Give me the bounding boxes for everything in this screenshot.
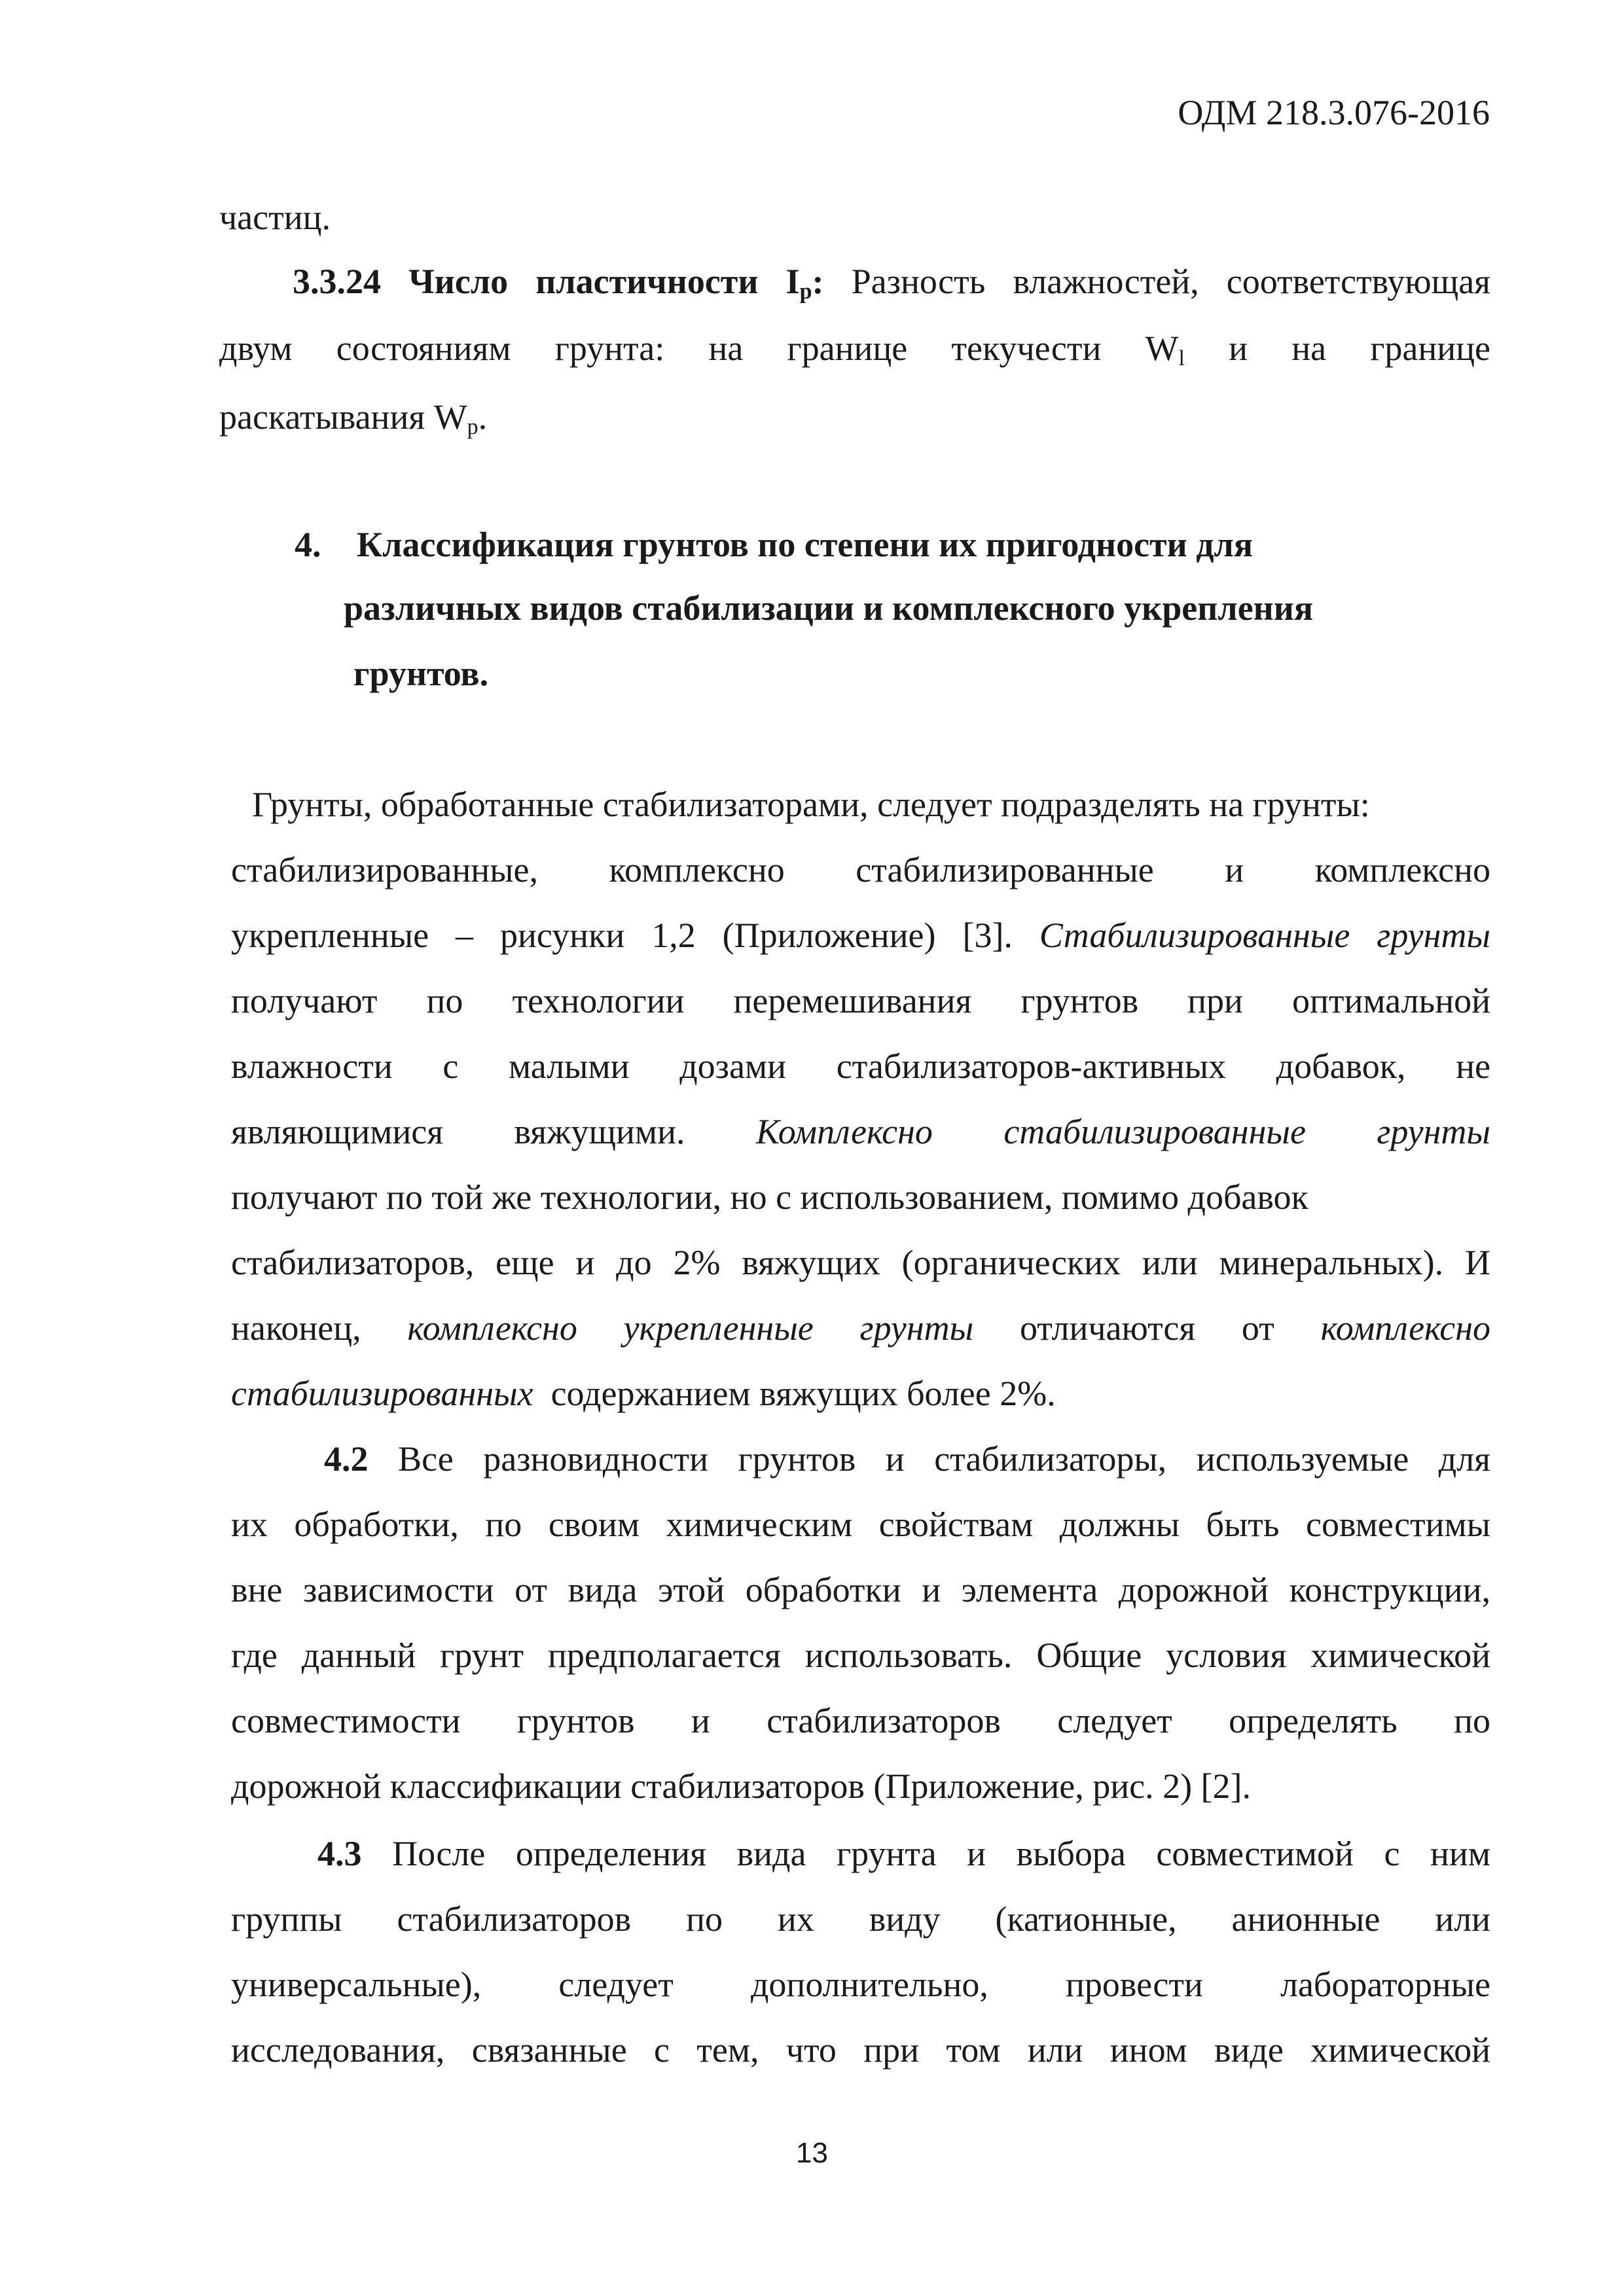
section-4-title-line1: Классификация грунтов по степени их пригодности для (357, 525, 1254, 564)
word: на (708, 329, 744, 368)
definition-line1-text: Разность влажностей, соответствующая (851, 262, 1491, 301)
line1-text: Все разновидности грунтов и стабилизаторы, используемые для (398, 1439, 1491, 1479)
line10-italic: стабилизированных (231, 1374, 533, 1413)
line9-italic-a: комплексно укрепленные грунты (407, 1308, 974, 1348)
word: двум (219, 329, 293, 368)
word: текучести (951, 329, 1102, 368)
para-4-3-line4: исследования, связанные с тем, что при том или ином виде химической (231, 2030, 1490, 2070)
continuation-text: частиц. (219, 198, 331, 237)
para-4-3-line1 (317, 1833, 1490, 1875)
word: состояниям (336, 329, 511, 368)
para-4-1-line2: стабилизированные, комплексно стабилизированные и комплексно (231, 850, 1490, 889)
page-number: 13 (796, 2137, 828, 2169)
para-4-2-line2: их обработки, по своим химическим свойствам должны быть совместимы (231, 1505, 1490, 1544)
line3-plain: укрепленные – рисунки 1,2 (Приложение) [3]. (231, 916, 1013, 955)
definition-3-3-24-line2 (219, 327, 1490, 372)
word: грунта: (554, 329, 665, 368)
para-4-3-line2: группы стабилизаторов по их виду (катионные, анионные или (231, 1899, 1490, 1939)
para-4-2-line4: где данный грунт предполагается использовать. Общие условия химической (231, 1636, 1490, 1675)
para-4-1-line3 (231, 914, 1490, 957)
para-4-1-line6 (231, 1111, 1490, 1153)
para-4-1-line4: получают по технологии перемешивания грунтов при оптимальной (231, 981, 1490, 1020)
definition-3-3-24-line3 (219, 396, 487, 441)
para-4-1-line10 (231, 1372, 1056, 1415)
word: границе (1370, 329, 1490, 368)
line3-end: . (478, 397, 488, 437)
word: и (1229, 329, 1248, 368)
word: границе (787, 329, 908, 368)
para-4-1-line5: влажности с малыми дозами стабилизаторов-активных добавок, не (231, 1047, 1490, 1086)
w-l-symbol (1146, 327, 1185, 372)
line9-plain-b: отличаются от (1019, 1308, 1274, 1348)
clause-number-4-3: 4.3 (317, 1834, 362, 1873)
para-4-1-line8: стабилизаторов, еще и до 2% вяжущих (органических или минеральных). И (231, 1243, 1490, 1282)
w-p-subscript: p (467, 415, 478, 439)
definition-3-3-24-line1 (293, 260, 1490, 306)
para-4-1-line7: получают по той же технологии, но с использованием, помимо добавок (231, 1177, 1308, 1217)
line9-italic-b: комплексно (1320, 1308, 1491, 1348)
word: на (1291, 329, 1327, 368)
para-4-2-line6: дорожной классификации стабилизаторов (Приложение, рис. 2) [2]. (231, 1767, 1252, 1806)
section-4-title-line2: различных видов стабилизации и комплексного укрепления (344, 588, 1314, 628)
line3-italic: Стабилизированные грунты (1039, 916, 1490, 955)
clause-number-4-2: 4.2 (324, 1439, 369, 1479)
term-title: Число пластичности I (408, 262, 800, 301)
term-colon: : (812, 262, 824, 301)
para-4-1-line1: Грунты, обработанные стабилизаторами, следует подразделять на грунты: (252, 785, 1370, 824)
para-4-2-line5: совместимости грунтов и стабилизаторов следует определять по (231, 1701, 1490, 1740)
para-4-1-line9 (231, 1307, 1490, 1350)
w-letter: W (1145, 329, 1179, 368)
para-4-3-line3: универсальные), следует дополнительно, провести лабораторные (231, 1965, 1490, 2004)
line3-text: раскатывания W (219, 397, 467, 437)
section-4-number: 4. (295, 525, 321, 564)
document-code: ОДМ 218.3.076-2016 (1178, 93, 1490, 132)
section-4-title-line3: грунтов. (353, 654, 489, 693)
line10-plain: содержанием вяжущих более 2%. (550, 1374, 1056, 1413)
line9-plain-a: наконец, (231, 1308, 361, 1348)
term-subscript: p (799, 279, 812, 304)
line1-text: После определения вида грунта и выбора совместимой с ним (392, 1834, 1491, 1873)
w-l-subscript: l (1178, 346, 1185, 370)
line6-plain: являющимися вяжущими. (231, 1112, 685, 1151)
para-4-2-line3: вне зависимости от вида этой обработки и элемента дорожной конструкции, (231, 1570, 1490, 1609)
line6-italic: Комплексно стабилизированные грунты (755, 1112, 1491, 1151)
para-4-2-line1 (324, 1438, 1490, 1480)
clause-number: 3.3.24 (293, 262, 381, 301)
